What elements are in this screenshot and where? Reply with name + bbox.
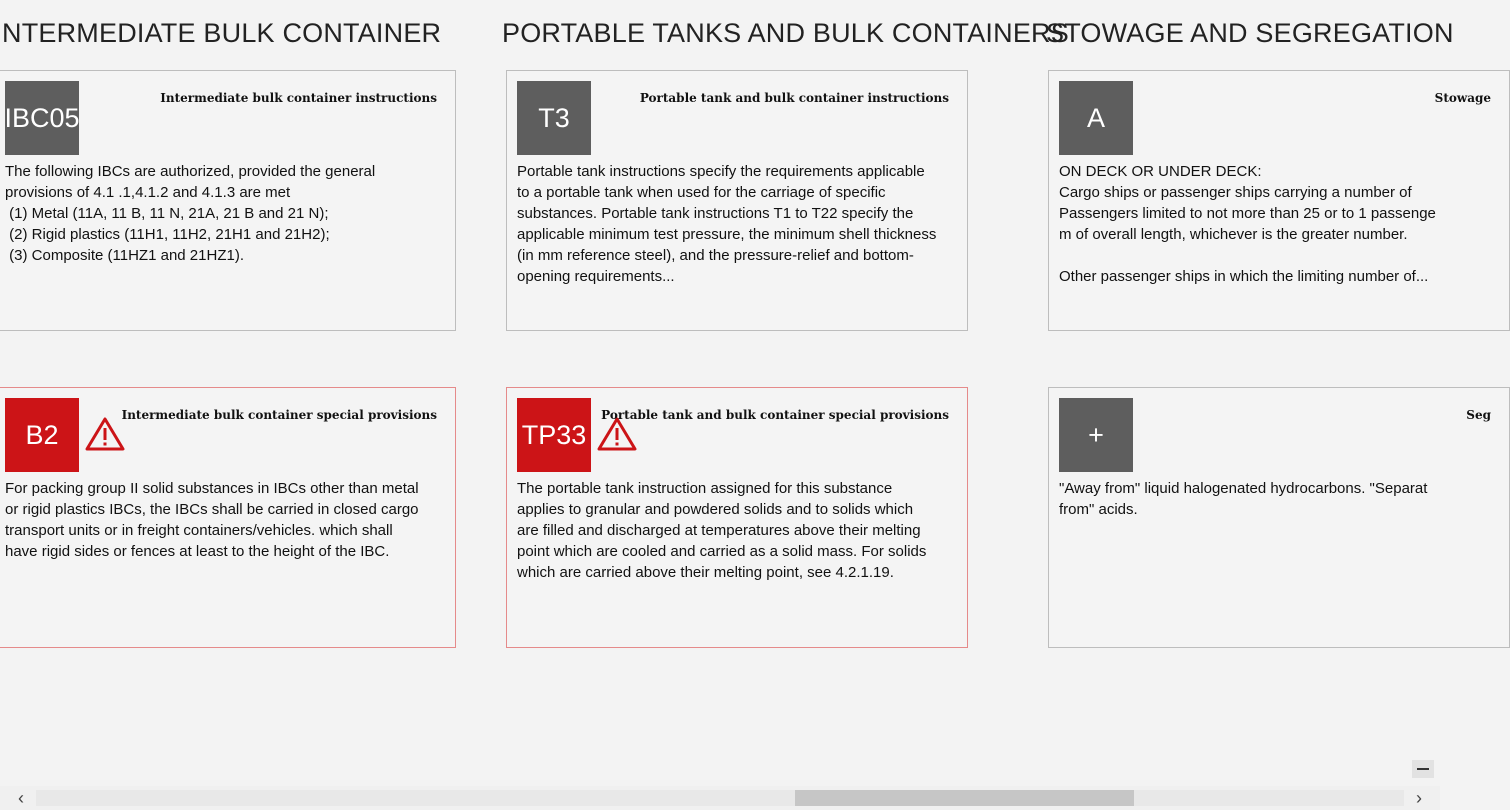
ibc-special-body: For packing group II solid substances in IBCs other than metal or rigid plastics IBCs, the IBCs shall be carried in closed cargo transport units or in freight containers/vehicles. which shall have rigid sides or fences at least to the height of the IBC. xyxy=(5,480,419,560)
portable-instruction-body: Portable tank instructions specify the requirements applicable to a portable tank when used for the carriage of specific substances. Portable tank instructions T1 to T22 specify the applicable minimum test pressure, the minimum shell thickness (in mm reference steel), and the pressure-relief and bottom- opening requirements... xyxy=(517,163,937,285)
portable-special-heading: Portable tank and bulk container special provisions xyxy=(601,408,949,422)
ibc-special-code: B2 xyxy=(5,398,79,472)
segregation-heading: Seg xyxy=(1466,408,1491,422)
portable-instruction-card[interactable] xyxy=(506,70,968,331)
ibc-special-heading: Intermediate bulk container special provisions xyxy=(121,408,437,422)
horizontal-scrollbar[interactable] xyxy=(0,786,1440,810)
section-title-portable[interactable]: PORTABLE TANKS AND BULK CONTAINERS xyxy=(502,18,1069,48)
warning-triangle-icon xyxy=(85,416,125,452)
ibc-instruction-heading: Intermediate bulk container instructions xyxy=(160,91,437,105)
stowage-body: ON DECK OR UNDER DECK: Cargo ships or passenger ships carrying a number of Passengers limited to not more than 25 or to 1 passenge m of overall length, whichever is the greater number. Other passenger ships in which the limiting number of... xyxy=(1059,163,1436,285)
scroll-right-arrow[interactable]: › xyxy=(1416,788,1422,808)
scroll-left-arrow[interactable]: ‹ xyxy=(18,788,24,808)
ibc-instruction-card[interactable] xyxy=(0,70,456,331)
portable-instruction-code: T3 xyxy=(517,81,591,155)
zoom-out-button[interactable] xyxy=(1412,760,1434,778)
section-title-ibc[interactable]: NTERMEDIATE BULK CONTAINER xyxy=(2,18,442,48)
stowage-heading: Stowage xyxy=(1434,91,1491,105)
minus-icon xyxy=(1417,768,1429,770)
portable-special-code: TP33 xyxy=(517,398,591,472)
portable-special-body: The portable tank instruction assigned for this substance applies to granular and powdered solids and to solids which are filled and discharged at temperatures above their melting point which are cooled and carried as a solid mass. For solids which are carried above their melting point, see 4.2.1.19. xyxy=(517,480,927,581)
segregation-body: "Away from" liquid halogenated hydrocarbons. "Separat from" acids. xyxy=(1059,480,1428,518)
portable-instruction-heading: Portable tank and bulk container instructions xyxy=(639,91,949,105)
portable-special-card[interactable] xyxy=(506,387,968,648)
ibc-special-card[interactable] xyxy=(0,387,456,648)
scrollbar-thumb[interactable] xyxy=(795,790,1134,806)
segregation-card[interactable] xyxy=(1048,387,1510,648)
stowage-card[interactable] xyxy=(1048,70,1510,331)
segregation-code: + xyxy=(1059,398,1133,472)
ibc-instruction-code: IBC05 xyxy=(5,81,79,155)
ibc-instruction-body: The following IBCs are authorized, provided the general provisions of 4.1 .1,4.1.2 and 4.1.3 are met (1) Metal (11A, 11 B, 11 N, 21A, 21 B and 21 N); (2) Rigid plastics (11H1, 11H2, 21H1 and 21H2); (3) Composite (11HZ1 and 21HZ1). xyxy=(5,163,376,264)
scrollbar-track[interactable] xyxy=(36,790,1404,806)
section-title-stowage[interactable]: STOWAGE AND SEGREGATION xyxy=(1046,18,1454,48)
stowage-code: A xyxy=(1059,81,1133,155)
